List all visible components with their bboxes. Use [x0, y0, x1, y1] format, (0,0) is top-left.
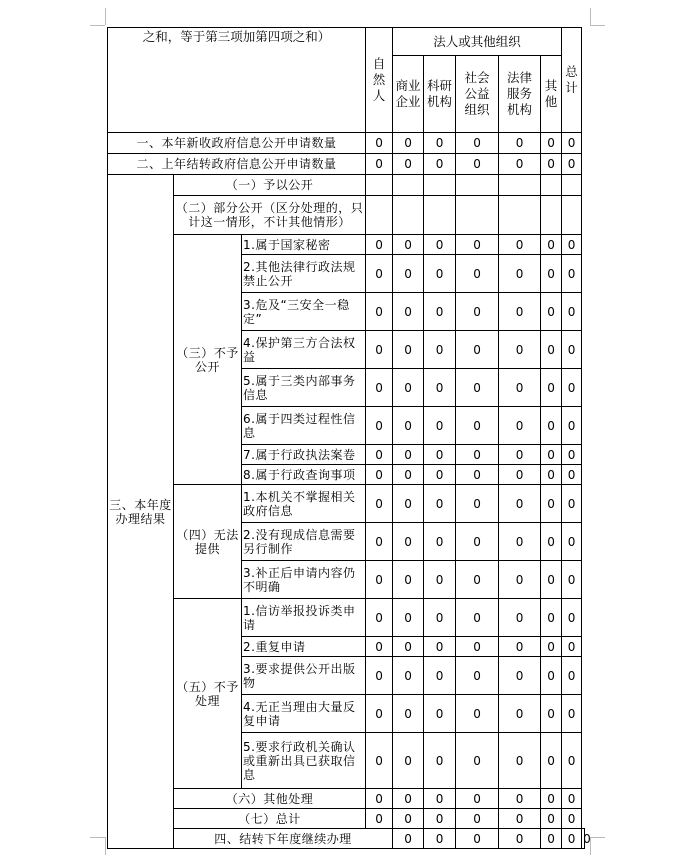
- value-cell: 0: [541, 599, 562, 637]
- value-cell: 0: [393, 133, 424, 154]
- table-row: [108, 789, 585, 809]
- value-cell: 0: [456, 809, 499, 829]
- value-cell: 0: [499, 733, 541, 789]
- value-cell: 0: [541, 637, 562, 657]
- row-label-subtotal: （七）总计: [174, 809, 366, 829]
- header-legal-service: 法律服务机构: [499, 56, 541, 133]
- value-cell: 0: [456, 829, 499, 849]
- value-cell: 0: [424, 561, 456, 599]
- value-cell: 0: [499, 485, 541, 523]
- value-cell: 0: [366, 485, 393, 523]
- row-label-partial: （二）部分公开（区分处理的，只计这一情形，不计其他情形）: [174, 196, 366, 235]
- value-cell: 0: [424, 154, 456, 175]
- value-cell: 0: [366, 695, 393, 733]
- row-label-not-disclosed-item: 1.属于国家秘密: [242, 235, 366, 255]
- value-cell: 0: [424, 369, 456, 407]
- value-cell: 0: [541, 809, 562, 829]
- value-cell: 0: [499, 235, 541, 255]
- value-cell: 0: [393, 255, 424, 293]
- group-label-not-processed: （五）不予处理: [174, 599, 242, 789]
- value-cell: 0: [424, 695, 456, 733]
- row-label-not-disclosed-item: 5.属于三类内部事务信息: [242, 369, 366, 407]
- value-cell: 0: [393, 657, 424, 695]
- value-cell: 0: [562, 809, 582, 829]
- value-cell: 0: [424, 657, 456, 695]
- value-cell: 0: [562, 829, 582, 849]
- value-cell: [456, 175, 499, 196]
- value-cell: [366, 175, 393, 196]
- value-cell: 0: [366, 465, 393, 485]
- header-business: 商业企业: [393, 56, 424, 133]
- value-cell: 0: [424, 637, 456, 657]
- value-cell: 0: [582, 829, 585, 849]
- value-cell: [499, 196, 541, 235]
- value-cell: 0: [562, 561, 582, 599]
- value-cell: 0: [541, 255, 562, 293]
- value-cell: 0: [366, 369, 393, 407]
- value-cell: 0: [541, 331, 562, 369]
- value-cell: 0: [562, 331, 582, 369]
- header-social: 社会公益组织: [456, 56, 499, 133]
- value-cell: 0: [456, 465, 499, 485]
- crop-mark: [590, 8, 591, 25]
- value-cell: 0: [499, 657, 541, 695]
- value-cell: 0: [424, 809, 456, 829]
- value-cell: 0: [562, 407, 582, 445]
- value-cell: 0: [456, 331, 499, 369]
- disclosure-statistics-table: [107, 27, 591, 849]
- value-cell: 0: [456, 407, 499, 445]
- value-cell: 0: [366, 407, 393, 445]
- value-cell: 0: [541, 407, 562, 445]
- value-cell: 0: [366, 599, 393, 637]
- row-label-carry-forward: 四、结转下年度继续办理: [174, 829, 393, 849]
- value-cell: 0: [456, 154, 499, 175]
- row-label-cannot-provide-item: 3.补正后申请内容仍不明确: [242, 561, 366, 599]
- value-cell: 0: [541, 695, 562, 733]
- value-cell: 0: [499, 133, 541, 154]
- value-cell: 0: [393, 809, 424, 829]
- value-cell: 0: [456, 235, 499, 255]
- value-cell: [541, 196, 562, 235]
- value-cell: 0: [541, 657, 562, 695]
- row-label-not-disclosed-item: 7.属于行政执法案卷: [242, 445, 366, 465]
- row-label-disclosed: （一）予以公开: [174, 175, 366, 196]
- value-cell: 0: [499, 407, 541, 445]
- value-cell: 0: [424, 485, 456, 523]
- value-cell: 0: [562, 523, 582, 561]
- row-label-not-disclosed-item: 4.保护第三方合法权益: [242, 331, 366, 369]
- value-cell: 0: [541, 561, 562, 599]
- row-label-other-handling: （六）其他处理: [174, 789, 366, 809]
- value-cell: 0: [366, 657, 393, 695]
- value-cell: [541, 175, 562, 196]
- header-legal-group: 法人或其他组织: [393, 28, 562, 56]
- value-cell: 0: [393, 445, 424, 465]
- value-cell: 0: [499, 829, 541, 849]
- value-cell: 0: [424, 733, 456, 789]
- value-cell: 0: [424, 133, 456, 154]
- value-cell: 0: [562, 154, 582, 175]
- value-cell: 0: [366, 809, 393, 829]
- value-cell: 0: [456, 255, 499, 293]
- value-cell: 0: [393, 733, 424, 789]
- value-cell: 0: [541, 154, 562, 175]
- value-cell: 0: [499, 154, 541, 175]
- header-other: 其他: [541, 56, 562, 133]
- row-label-carried-over: 二、上年结转政府信息公开申请数量: [108, 154, 366, 175]
- value-cell: 0: [393, 485, 424, 523]
- value-cell: 0: [541, 369, 562, 407]
- crop-mark: [105, 837, 106, 855]
- value-cell: [393, 196, 424, 235]
- value-cell: 0: [393, 599, 424, 637]
- value-cell: 0: [366, 154, 393, 175]
- table-row: [108, 829, 585, 849]
- table-row: [108, 175, 585, 196]
- value-cell: 0: [366, 733, 393, 789]
- value-cell: [424, 196, 456, 235]
- value-cell: 0: [424, 829, 456, 849]
- value-cell: 0: [562, 293, 582, 331]
- value-cell: 0: [562, 485, 582, 523]
- header-research: 科研机构: [424, 56, 456, 133]
- table-row: [108, 809, 585, 829]
- value-cell: 0: [499, 789, 541, 809]
- value-cell: 0: [499, 445, 541, 465]
- value-cell: 0: [562, 637, 582, 657]
- value-cell: [456, 196, 499, 235]
- value-cell: 0: [366, 255, 393, 293]
- value-cell: 0: [424, 599, 456, 637]
- value-cell: 0: [393, 561, 424, 599]
- value-cell: 0: [366, 293, 393, 331]
- value-cell: 0: [456, 695, 499, 733]
- value-cell: 0: [562, 133, 582, 154]
- value-cell: 0: [499, 599, 541, 637]
- row-label-cannot-provide-item: 2.没有现成信息需要另行制作: [242, 523, 366, 561]
- value-cell: 0: [499, 465, 541, 485]
- value-cell: 0: [393, 789, 424, 809]
- group-label-cannot-provide: （四）无法提供: [174, 485, 242, 599]
- value-cell: 0: [499, 255, 541, 293]
- value-cell: 0: [366, 789, 393, 809]
- value-cell: 0: [499, 293, 541, 331]
- crop-mark: [105, 8, 106, 25]
- table-row: [108, 196, 585, 235]
- row-label-not-disclosed-item: 2.其他法律行政法规禁止公开: [242, 255, 366, 293]
- value-cell: 0: [424, 255, 456, 293]
- value-cell: 0: [456, 657, 499, 695]
- row-label-not-processed-item: 2.重复申请: [242, 637, 366, 657]
- table-row: [108, 599, 585, 637]
- value-cell: [562, 196, 582, 235]
- value-cell: 0: [562, 789, 582, 809]
- value-cell: 0: [499, 331, 541, 369]
- row-label-not-processed-item: 3.要求提供公开出版物: [242, 657, 366, 695]
- value-cell: 0: [541, 235, 562, 255]
- value-cell: 0: [541, 829, 562, 849]
- row-label-not-disclosed-item: 8.属于行政查询事项: [242, 465, 366, 485]
- value-cell: 0: [456, 485, 499, 523]
- value-cell: 0: [562, 599, 582, 637]
- value-cell: 0: [393, 465, 424, 485]
- value-cell: 0: [393, 829, 424, 849]
- value-cell: [499, 175, 541, 196]
- value-cell: 0: [393, 407, 424, 445]
- value-cell: 0: [541, 733, 562, 789]
- value-cell: 0: [456, 293, 499, 331]
- value-cell: 0: [424, 789, 456, 809]
- row-label-not-disclosed-item: 3.危及“三安全一稳定”: [242, 293, 366, 331]
- value-cell: 0: [366, 235, 393, 255]
- value-cell: 0: [499, 561, 541, 599]
- value-cell: 0: [499, 695, 541, 733]
- value-cell: 0: [562, 695, 582, 733]
- value-cell: 0: [562, 235, 582, 255]
- value-cell: 0: [393, 637, 424, 657]
- table-row: [108, 154, 585, 175]
- section-3-label: 三、本年度办理结果: [108, 175, 174, 849]
- value-cell: 0: [366, 637, 393, 657]
- value-cell: 0: [541, 789, 562, 809]
- value-cell: 0: [393, 331, 424, 369]
- value-cell: 0: [393, 154, 424, 175]
- row-label-not-processed-item: 5.要求行政机关确认或重新出具已获取信息: [242, 733, 366, 789]
- value-cell: 0: [424, 465, 456, 485]
- row-label-not-processed-item: 1.信访举报投诉类申请: [242, 599, 366, 637]
- value-cell: 0: [366, 331, 393, 369]
- row-label-not-disclosed-item: 6.属于四类过程性信息: [242, 407, 366, 445]
- crop-mark: [590, 25, 605, 26]
- row-label-new-requests: 一、本年新收政府信息公开申请数量: [108, 133, 366, 154]
- value-cell: 0: [562, 465, 582, 485]
- header-natural-person: 自然人: [366, 28, 393, 133]
- crop-mark: [90, 25, 105, 26]
- value-cell: 0: [393, 523, 424, 561]
- value-cell: 0: [541, 485, 562, 523]
- value-cell: 0: [393, 369, 424, 407]
- crop-mark: [590, 837, 605, 838]
- value-cell: 0: [541, 293, 562, 331]
- value-cell: [366, 196, 393, 235]
- value-cell: [393, 175, 424, 196]
- row-label-not-processed-item: 4.无正当理由大量反复申请: [242, 695, 366, 733]
- value-cell: 0: [456, 445, 499, 465]
- value-cell: [562, 175, 582, 196]
- value-cell: 0: [456, 561, 499, 599]
- group-label-not-disclosed: （三）不予公开: [174, 235, 242, 485]
- value-cell: 0: [393, 293, 424, 331]
- table-row: [108, 133, 585, 154]
- value-cell: 0: [541, 465, 562, 485]
- value-cell: 0: [393, 695, 424, 733]
- value-cell: 0: [541, 445, 562, 465]
- value-cell: 0: [424, 331, 456, 369]
- value-cell: 0: [424, 407, 456, 445]
- value-cell: 0: [456, 733, 499, 789]
- table-row: [108, 235, 585, 255]
- value-cell: 0: [562, 255, 582, 293]
- value-cell: 0: [499, 523, 541, 561]
- value-cell: 0: [456, 369, 499, 407]
- value-cell: 0: [562, 369, 582, 407]
- value-cell: 0: [456, 133, 499, 154]
- value-cell: 0: [456, 637, 499, 657]
- value-cell: 0: [424, 445, 456, 465]
- value-cell: 0: [393, 235, 424, 255]
- value-cell: 0: [424, 293, 456, 331]
- value-cell: 0: [562, 445, 582, 465]
- value-cell: 0: [562, 657, 582, 695]
- value-cell: [424, 175, 456, 196]
- row-label-cannot-provide-item: 1.本机关不掌握相关政府信息: [242, 485, 366, 523]
- value-cell: 0: [499, 369, 541, 407]
- value-cell: 0: [366, 445, 393, 465]
- value-cell: 0: [541, 523, 562, 561]
- value-cell: 0: [456, 523, 499, 561]
- header-total: 总计: [562, 28, 582, 133]
- value-cell: 0: [366, 523, 393, 561]
- value-cell: 0: [456, 789, 499, 809]
- value-cell: 0: [366, 561, 393, 599]
- value-cell: 0: [499, 637, 541, 657]
- value-cell: 0: [499, 809, 541, 829]
- value-cell: 0: [366, 133, 393, 154]
- table-row: [108, 485, 585, 523]
- value-cell: 0: [562, 733, 582, 789]
- crop-mark: [90, 837, 105, 838]
- value-cell: 0: [424, 523, 456, 561]
- value-cell: 0: [424, 235, 456, 255]
- value-cell: 0: [456, 599, 499, 637]
- header-top-left: 之和，等于第三项加第四项之和）: [108, 28, 366, 133]
- value-cell: 0: [541, 133, 562, 154]
